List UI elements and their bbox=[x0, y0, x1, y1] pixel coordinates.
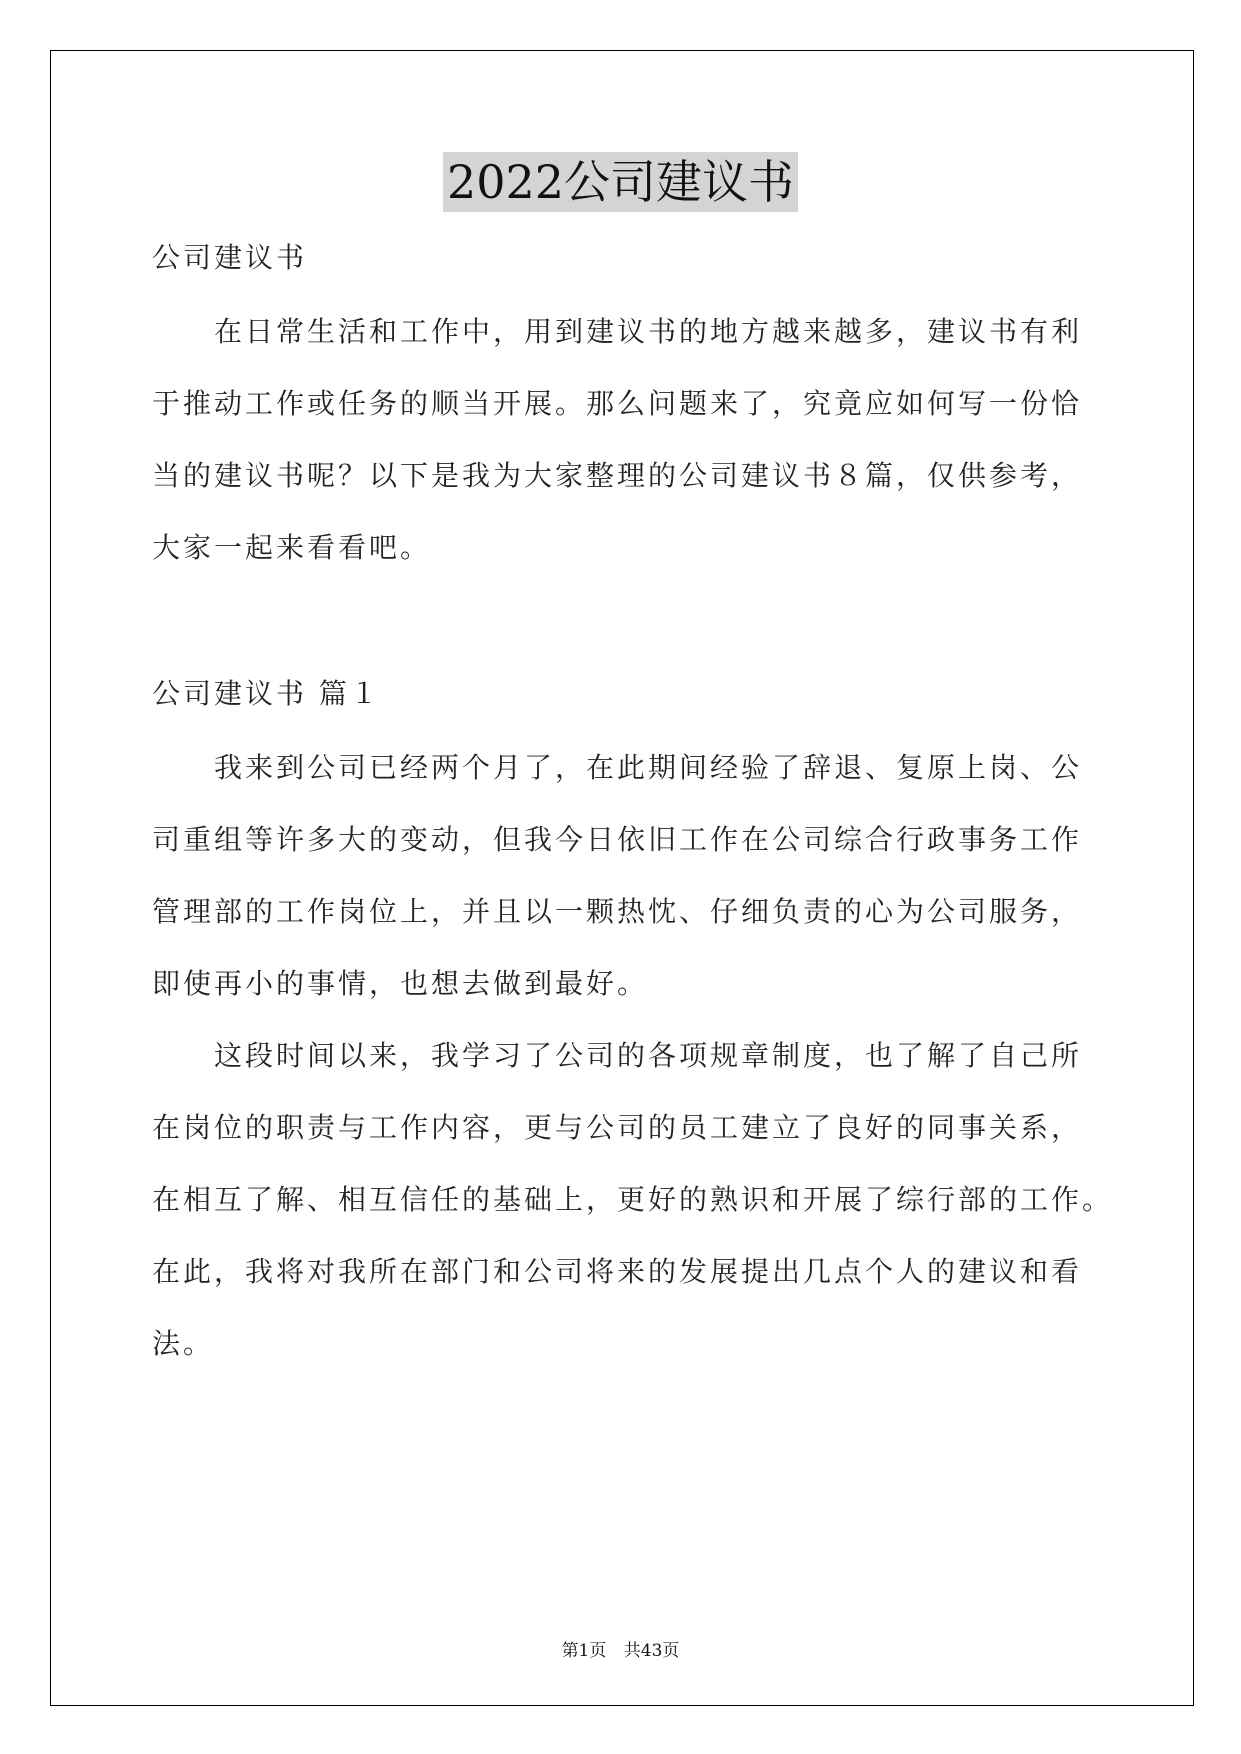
paragraph-line: 管理部的工作岗位上，并且以一颗热忱、仔细负责的心为公司服务， bbox=[152, 895, 1083, 928]
paragraph-line: 即使再小的事情，也想去做到最好。 bbox=[152, 967, 649, 1000]
paragraph-line: 在相互了解、相互信任的基础上，更好的熟识和开展了综行部的工作。 bbox=[152, 1183, 1114, 1216]
paragraph-line: 法。 bbox=[152, 1327, 215, 1360]
page-number: 第1页 bbox=[561, 1641, 607, 1661]
page-total: 共43页 bbox=[623, 1641, 680, 1661]
paragraph-line: 在岗位的职责与工作内容，更与公司的员工建立了良好的同事关系， bbox=[152, 1111, 1083, 1144]
page-title: 2022公司建议书 bbox=[443, 152, 798, 212]
intro-line: 大家一起来看看吧。 bbox=[152, 531, 432, 564]
section-heading: 公司建议书 篇１ bbox=[152, 677, 381, 710]
intro-line: 于推动工作或任务的顺当开展。那么问题来了，究竟应如何写一份恰 bbox=[152, 387, 1083, 420]
intro-line: 当的建议书呢？以下是我为大家整理的公司建议书８篇，仅供参考， bbox=[152, 459, 1083, 492]
paragraph-line: 司重组等许多大的变动，但我今日依旧工作在公司综合行政事务工作 bbox=[152, 823, 1083, 856]
paragraph-line: 这段时间以来，我学习了公司的各项规章制度，也了解了自己所 bbox=[214, 1039, 1083, 1072]
title-wrap bbox=[0, 152, 1241, 212]
subtitle: 公司建议书 bbox=[152, 241, 308, 274]
page-footer bbox=[0, 1636, 1241, 1661]
paragraph-line: 在此，我将对我所在部门和公司将来的发展提出几点个人的建议和看 bbox=[152, 1255, 1083, 1288]
page-border bbox=[50, 50, 1194, 1706]
intro-line: 在日常生活和工作中，用到建议书的地方越来越多，建议书有利 bbox=[214, 315, 1083, 348]
paragraph-line: 我来到公司已经两个月了，在此期间经验了辞退、复原上岗、公 bbox=[214, 751, 1083, 784]
